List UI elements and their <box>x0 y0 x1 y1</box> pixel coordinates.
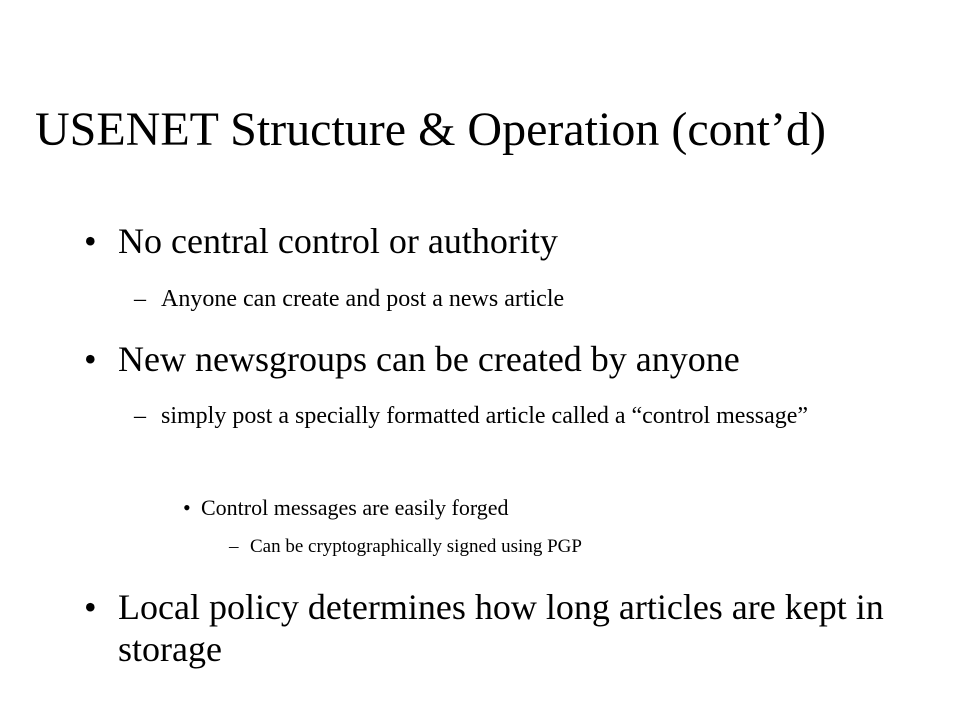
bullet-marker: • <box>84 339 97 379</box>
bullet-item <box>84 338 918 380</box>
sub-sub-sub-text: Can be cryptographically signed using PGP <box>250 536 582 557</box>
sub-item <box>134 399 901 434</box>
bullet-text: No central control or authority <box>118 221 558 261</box>
dash-marker: – <box>229 536 239 557</box>
dash-marker: – <box>134 286 146 312</box>
bullet-item <box>84 220 918 262</box>
sub-sub-item <box>183 494 801 522</box>
bullet-marker: • <box>84 587 97 627</box>
sub-sub-sub-item <box>229 535 850 559</box>
bullet-text: Local policy determines how long articles are kept in storage <box>118 587 884 669</box>
sub-text: Anyone can create and post a news article <box>161 286 565 312</box>
bullet-marker: • <box>183 495 191 520</box>
sub-text: simply post a specially formatted article called a “control message” <box>161 403 809 429</box>
dash-marker: – <box>134 403 146 429</box>
slide-title: USENET Structure & Operation (cont’d) <box>35 103 826 156</box>
bullet-item <box>84 586 918 670</box>
sub-sub-text: Control messages are easily forged <box>201 495 509 520</box>
bullet-marker: • <box>84 221 97 261</box>
sub-item <box>134 283 901 315</box>
bullet-text: New newsgroups can be created by anyone <box>118 339 740 379</box>
